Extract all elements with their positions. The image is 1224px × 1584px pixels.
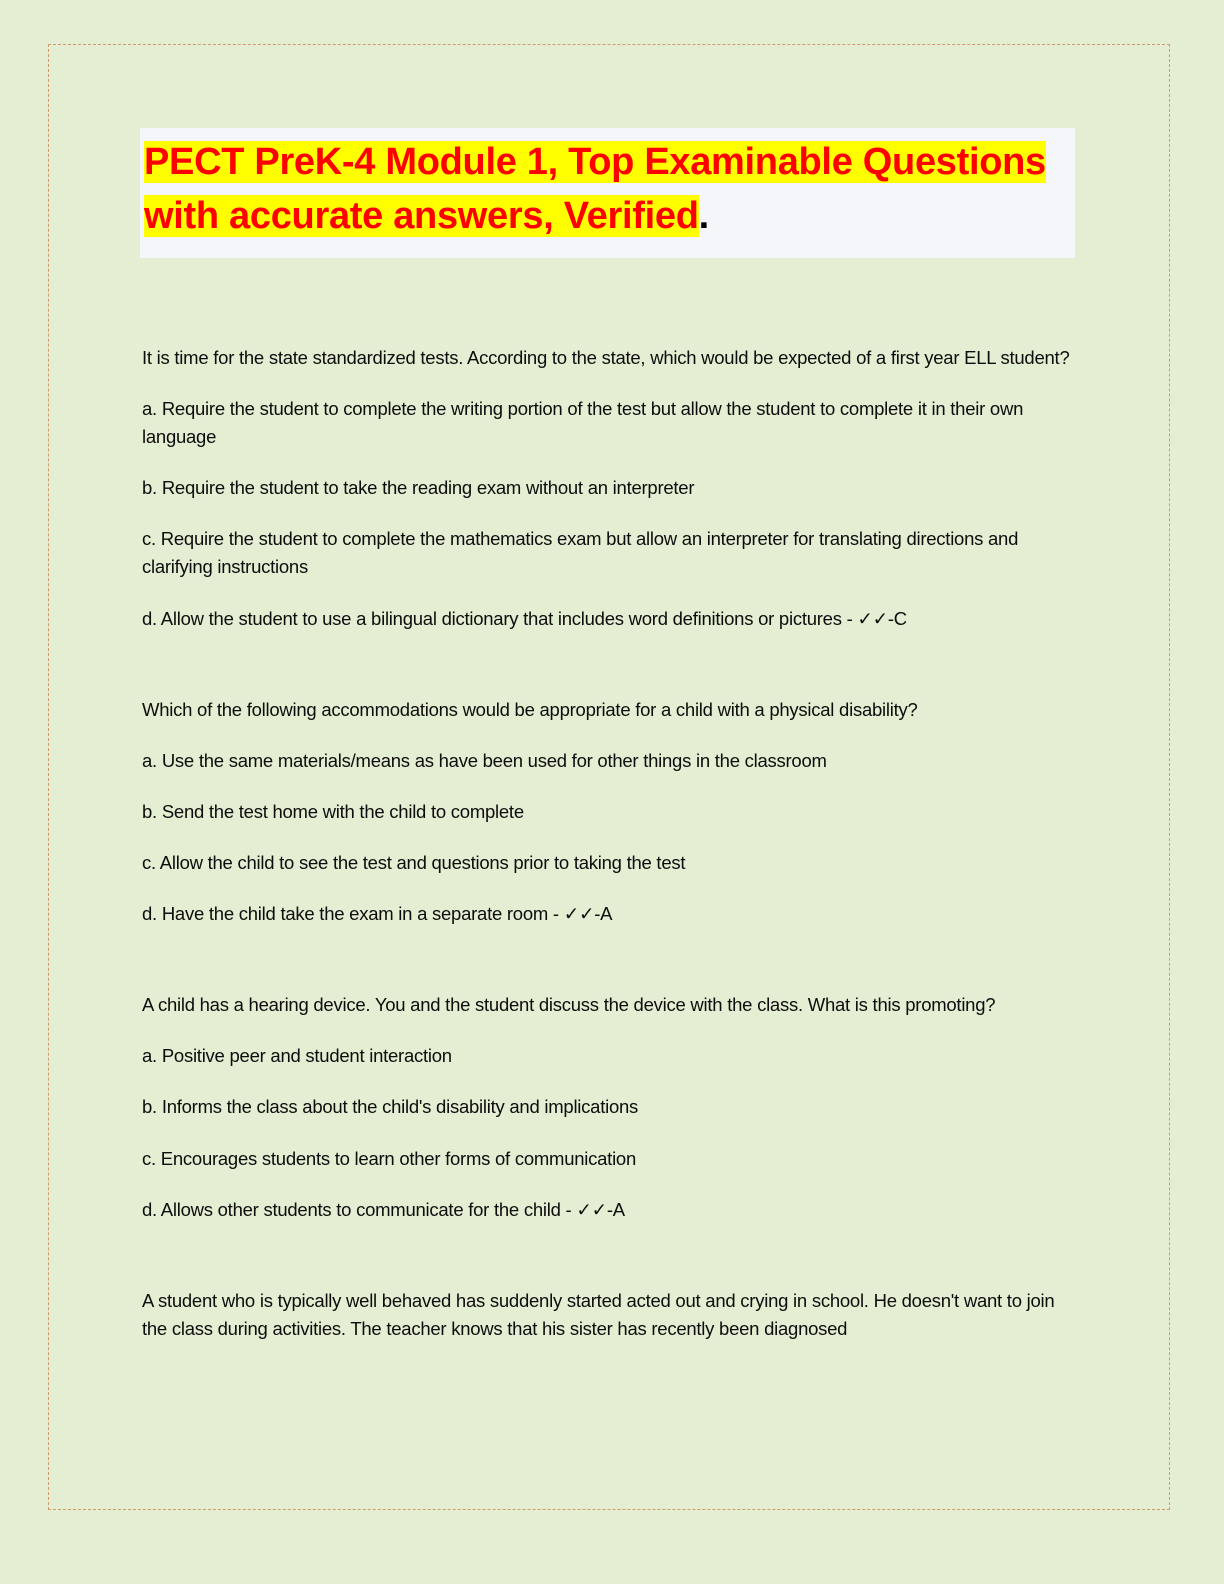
answer-option-b: b. Send the test home with the child to complete [142, 800, 524, 822]
answer-option-d: d. Allow the student to use a bilingual dictionary that includes word definitions or pictures - ✓✓-C [142, 607, 907, 629]
page-title-period: . [698, 194, 709, 237]
block-spacer [140, 1247, 1075, 1287]
answer-option-c: c. Allow the child to see the test and questions prior to taking the test [142, 852, 686, 873]
answer-option-d: d. Have the child take the exam in a separate room - ✓✓-A [142, 903, 613, 925]
answer-option-a: a. Use the same materials/means as have been used for other things in the classroom [142, 749, 827, 771]
page-title [140, 136, 1075, 244]
question-block-2 [140, 696, 1075, 929]
answer-option-b: b. Informs the class about the child's disability and implications [142, 1096, 639, 1118]
page-title-highlight: PECT PreK-4 Module 1, Top Examinable Questions with accurate answers, Verified [144, 141, 1046, 237]
question-text: A student who is typically well behaved has suddenly started acted out and crying in school. He doesn't want to join the class during activities. The teacher knows that his sister has recently been diagnosed [142, 1289, 1055, 1339]
answer-option-a: a. Require the student to complete the writing portion of the test but allow the student to complete it in their own language [142, 398, 1024, 448]
question-text: Which of the following accommodations would be appropriate for a child with a physical disability? [142, 698, 918, 720]
document-content [140, 128, 1075, 1366]
question-list [140, 344, 1075, 1343]
block-spacer [140, 951, 1075, 991]
answer-option-c: c. Require the student to complete the mathematics exam but allow an interpreter for translating directions and clarifying instructions [142, 528, 1019, 578]
title-block [140, 128, 1075, 258]
answer-option-d: d. Allows other students to communicate for the child - ✓✓-A [142, 1198, 625, 1220]
answer-option-a: a. Positive peer and student interaction [142, 1045, 452, 1067]
answer-option-c: c. Encourages students to learn other forms of communication [142, 1147, 637, 1169]
block-spacer [140, 656, 1075, 696]
question-block-1 [140, 344, 1075, 633]
answer-option-b: b. Require the student to take the reading exam without an interpreter [142, 477, 695, 499]
question-text: A child has a hearing device. You and the student discuss the device with the class. What is this promoting? [142, 994, 996, 1016]
question-block-3 [140, 991, 1075, 1224]
question-text: It is time for the state standardized tests. According to the state, which would be expected of a first year ELL student? [142, 346, 1070, 368]
question-block-4 [140, 1287, 1075, 1343]
